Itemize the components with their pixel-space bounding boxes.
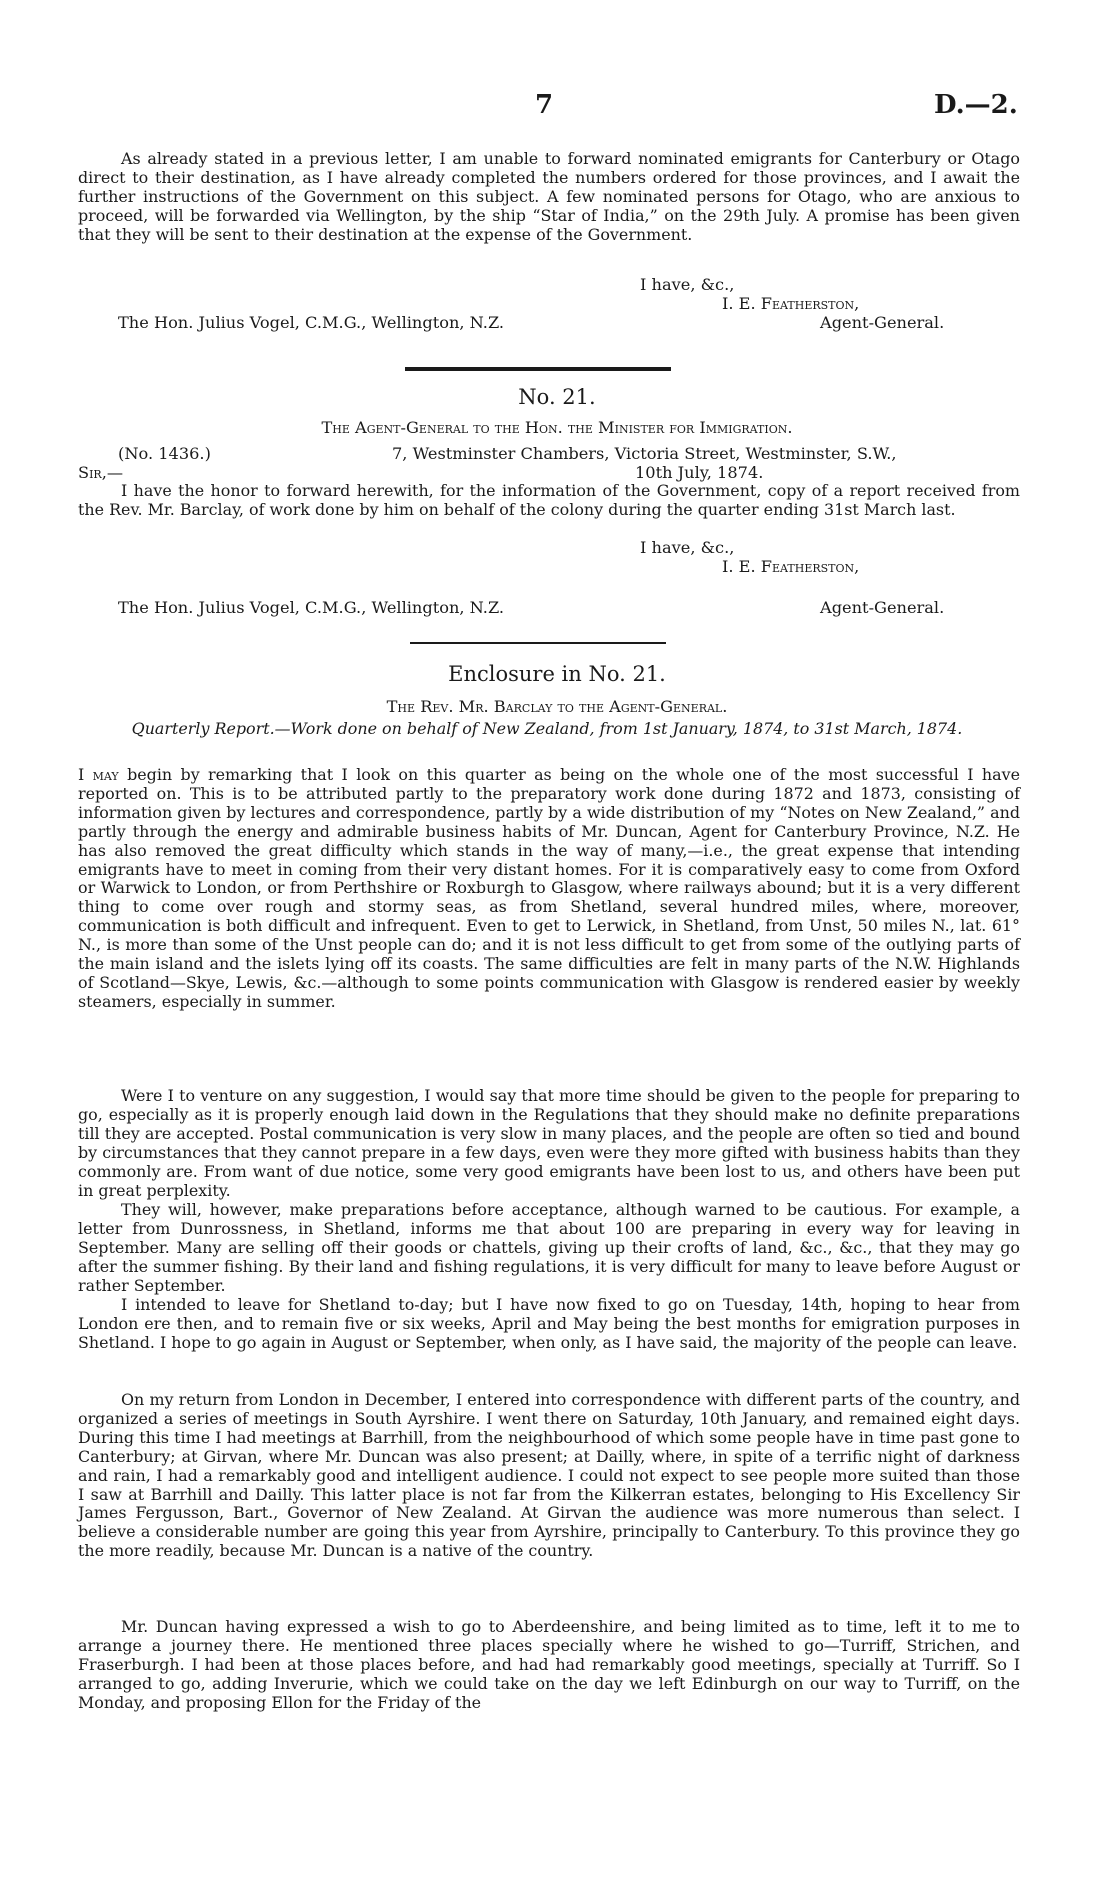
page-number: 7 <box>535 90 554 120</box>
enclosure-paragraph-3: They will, however, make preparations before acceptance, although warned to be cautious. For example, a letter from Dunrossness, in Shetland, informs me that about 100 are preparing in every way for leaving in September. Many are selling off their goods or chattels, giving up their crofts of land, &c., &c., that they may go after the summer fishing. By their land and fishing regulations, it is very difficult for many to leave before August or rather September. <box>78 1200 1020 1295</box>
document-reference: D.—2. <box>934 90 1018 120</box>
letter21-addressee: The Hon. Julius Vogel, C.M.G., Wellington, N.Z. <box>118 598 505 617</box>
letter21-address: 7, Westminster Chambers, Victoria Street, Westminster, S.W., <box>392 444 897 463</box>
paragraph-1-text: begin by remarking that I look on this quarter as being on the whole one of the most successful I have reported on. This is to be attributed partly to the preparatory work done during 1872 and 1873, consisting of information given by lectures and correspondence, partly by a wide distribution of my “Notes on New Zealand,” and partly through the energy and admirable business habits of Mr. Duncan, Agent for Canterbury Province, N.Z. He has also removed the great difficulty which stands in the way of many,—i.e., the great expense that intending emigrants have to meet in coming from their very distant homes. For it is comparatively easy to come from Oxford or Warwick to London, or from Perthshire or Roxburgh to Glasgow, where railways abound; but it is a very different thing to come over rough and stormy seas, as from Shetland, several hundred miles, where, moreover, communication is both difficult and infrequent. Even to get to Lerwick, in Shetland, from Unst, 50 miles N., lat. 61° N., is more than some of the Unst people can do; and it is not less difficult to get from some of the outlying parts of the main island and the islets lying off its coasts. The same difficulties are felt in many parts of the N.W. Highlands of Scotland—Skye, Lewis, &c.—although to some points communication with Glasgow is rendered easier by weekly steamers, especially in summer. <box>78 765 1020 1011</box>
letter20-sign-have: I have, &c., <box>640 275 735 294</box>
letter20-addressee: The Hon. Julius Vogel, C.M.G., Wellington, N.Z. <box>118 313 505 332</box>
letter21-body: I have the honor to forward herewith, for the information of the Government, copy of a report received from the Rev. Mr. Barclay, of work done by him on behalf of the colony during the quarter ending 31st March last. <box>78 481 1020 519</box>
enclosure-subtitle: Quarterly Report.—Work done on behalf of New Zealand, from 1st January, 1874, to 31st March, 1874. <box>131 719 963 738</box>
letter21-salutation: Sir,— <box>78 463 124 482</box>
letter21-from-to: The Agent-General to the Hon. the Minister for Immigration. <box>321 418 793 437</box>
letter21-sign-name: I. E. Featherston, <box>722 557 860 576</box>
letter21-ref: (No. 1436.) <box>118 444 211 463</box>
enclosure-paragraph-5: On my return from London in December, I entered into correspondence with different parts of the country, and organized a series of meetings in South Ayrshire. I went there on Saturday, 10th January, and remained eight days. During this time I had meetings at Barrhill, from the neighbourhood of which some people have in time past gone to Canterbury; at Girvan, where Mr. Duncan was also present; at Dailly, where, in spite of a terrific night of darkness and rain, I had a remarkably good and intelligent audience. I could not expect to see people more suited than those I saw at Barrhill and Dailly. This latter place is not far from the Kilkerran estates, belonging to His Excellency Sir James Fergusson, Bart., Governor of New Zealand. At Girvan the audience was more numerous than select. I believe a considerable number are going this year from Ayrshire, principally to Canterbury. To this province they go the more readily, because Mr. Duncan is a native of the country. <box>78 1390 1020 1561</box>
enclosure-paragraph-1 <box>78 766 1020 1012</box>
enclosure-paragraph-6: Mr. Duncan having expressed a wish to go to Aberdeenshire, and being limited as to time, left it to me to arrange a journey there. He mentioned three places specially where he wished to go—Turriff, Strichen, and Fraserburgh. I had been at those places before, and had had remarkably good meetings, specially at Turriff. So I arranged to go, adding Inverurie, which we could take on the day we left Edinburgh on our way to Turriff, on the Monday, and proposing Ellon for the Friday of the <box>78 1617 1020 1712</box>
enclosure-from-to: The Rev. Mr. Barclay to the Agent-General. <box>386 697 728 716</box>
letter20-sign-title: Agent-General. <box>820 313 945 332</box>
letter21-sign-title: Agent-General. <box>820 598 945 617</box>
letter21-sign-have: I have, &c., <box>640 538 735 557</box>
letter21-heading: No. 21. <box>518 385 596 409</box>
enclosure-paragraph-2: Were I to venture on any suggestion, I would say that more time should be given to the people for preparing to go, especially as it is properly enough laid down in the Regulations that they should make no definite preparations till they are accepted. Postal communication is very slow in many places, and the people are often so tied and bound by circumstances that they cannot prepare in a few days, even were they more gifted with business habits than they commonly are. From want of due notice, some very good emigrants have been lost to us, and others have been put in great perplexity. <box>78 1086 1020 1200</box>
letter21-date: 10th July, 1874. <box>635 463 764 482</box>
enclosure-heading: Enclosure in No. 21. <box>448 662 666 686</box>
letter20-body: As already stated in a previous letter, I am unable to forward nominated emigrants for Canterbury or Otago direct to their destination, as I have already completed the numbers ordered for those provinces, and I await the further instructions of the Government on this subject. A few nominated persons for Otago, who are anxious to proceed, will be forwarded via Wellington, by the ship “Star of India,” on the 29th July. A promise has been given that they will be sent to their destination at the expense of the Government. <box>78 149 1020 244</box>
enclosure-paragraph-4: I intended to leave for Shetland to-day; but I have now fixed to go on Tuesday, 14th, hoping to hear from London ere then, and to remain five or six weeks, April and May being the best months for emigration purposes in Shetland. I hope to go again in August or September, when only, as I have said, the majority of the people can leave. <box>78 1295 1020 1352</box>
section-divider-thick <box>405 367 671 371</box>
letter20-sign-name: I. E. Featherston, <box>722 294 860 313</box>
lead-words: I may <box>78 765 119 784</box>
section-divider-thin <box>410 642 666 644</box>
